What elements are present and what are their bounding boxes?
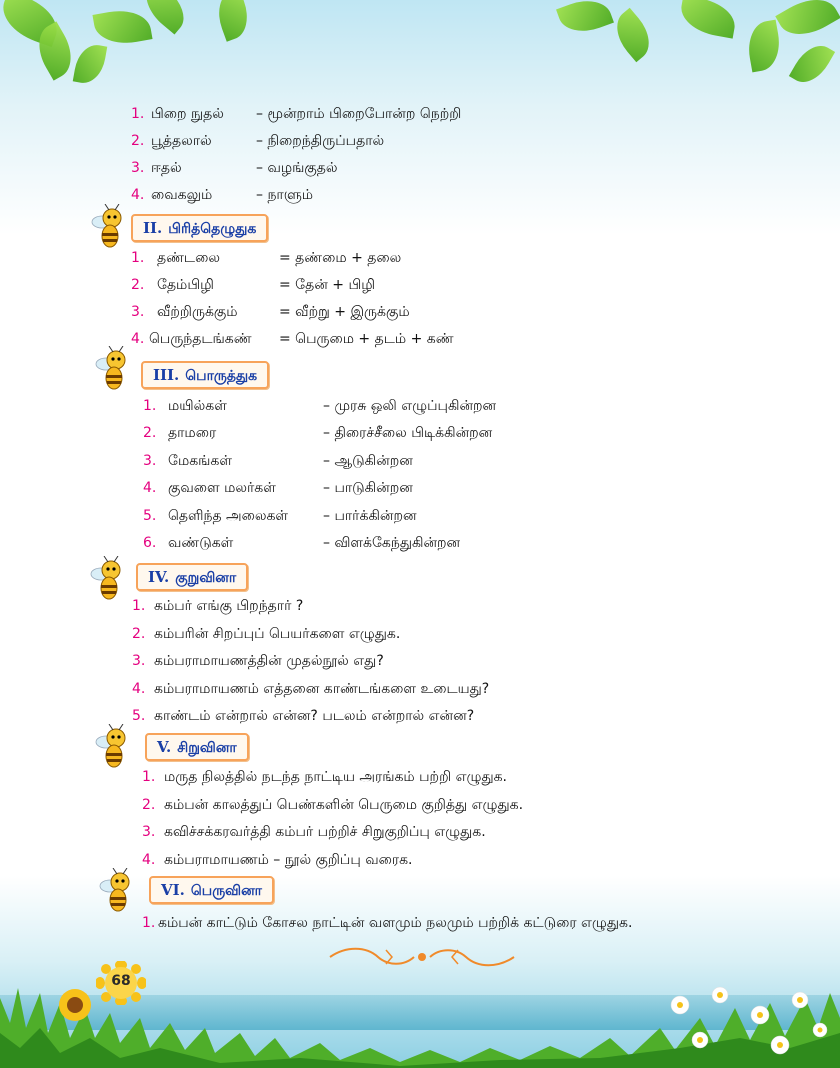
list-item: 3. கம்பராமாயணத்தின் முதல்நூல் எது?	[132, 653, 384, 669]
section-heading-match: III. பொருத்துக	[141, 361, 269, 389]
section-heading-short-questions: IV. குறுவினா	[136, 563, 248, 591]
list-item: 4. கம்பராமாயணம் எத்தனை காண்டங்களை உடையது?	[132, 681, 490, 697]
list-item: 3. கவிச்சக்கரவர்த்தி கம்பர் பற்றிச் சிறுகுறிப்பு எழுதுக.	[142, 824, 486, 840]
list-item: 3. வீற்றிருக்கும் = வீற்று + இருக்கும்	[131, 304, 410, 320]
list-item: 5. தெளிந்த அலைகள் – பார்க்கின்றன	[143, 508, 417, 524]
list-item: 4. கம்பராமாயணம் – நூல் குறிப்பு வரைக.	[142, 852, 413, 868]
bee-icon	[92, 724, 132, 772]
daisy-flowers-icon	[660, 985, 830, 1065]
list-item: 1. மயில்கள் – முரசு ஒலி எழுப்புகின்றன	[143, 398, 497, 414]
list-item: 1. பிறை நுதல் – மூன்றாம் பிறைபோன்ற நெற்றி	[131, 106, 462, 122]
list-item: 6. வண்டுகள் – விளக்கேந்துகின்றன	[143, 535, 461, 551]
list-item: 2. தேம்பிழி = தேன் + பிழி	[131, 277, 375, 293]
ornament-divider-icon	[326, 944, 518, 970]
list-item: 4. குவளை மலர்கள் – பாடுகின்றன	[143, 480, 413, 496]
bee-icon	[96, 868, 136, 916]
list-item: 1. கம்பர் எங்கு பிறந்தார் ?	[132, 598, 304, 614]
list-item: 2. தாமரை – திரைச்சீலை பிடிக்கின்றன	[143, 425, 493, 441]
list-item: 2. கம்பன் காலத்துப் பெண்களின் பெருமை குறித்து எழுதுக.	[142, 797, 524, 813]
list-item: 3. மேகங்கள் – ஆடுகின்றன	[143, 453, 413, 469]
list-item: 2. கம்பரின் சிறப்புப் பெயர்களை எழுதுக.	[132, 626, 401, 642]
list-item: 1. தண்டலை = தண்மை + தலை	[131, 250, 402, 266]
list-item: 1. மருத நிலத்தில் நடந்த நாட்டிய அரங்கம் பற்றி எழுதுக.	[142, 769, 507, 785]
section-heading-small-questions: V. சிறுவினா	[145, 733, 249, 761]
list-item: 1. கம்பன் காட்டும் கோசல நாட்டின் வளமும் நலமும் பற்றிக் கட்டுரை எழுதுக.	[142, 915, 633, 931]
bee-icon	[87, 556, 127, 604]
sunflower-icon	[55, 985, 95, 1025]
list-item: 3. ஈதல் – வழங்குதல்	[131, 160, 338, 176]
bee-icon	[88, 204, 128, 252]
page-number: 68	[111, 973, 131, 989]
list-item: 5. காண்டம் என்றால் என்ன? படலம் என்றால் என்ன?	[132, 708, 475, 724]
section-heading-split: II. பிரித்தெழுதுக	[131, 214, 268, 242]
bee-icon	[92, 346, 132, 394]
list-item: 4. வைகலும் – நாளும்	[131, 187, 314, 203]
section-heading-long-questions: VI. பெருவினா	[149, 876, 274, 904]
list-item: 4. பெருந்தடங்கண் = பெருமை + தடம் + கண்	[131, 331, 454, 347]
page-number-badge	[96, 961, 146, 1005]
list-item: 2. பூத்தலால் – நிறைந்திருப்பதால்	[131, 133, 385, 149]
